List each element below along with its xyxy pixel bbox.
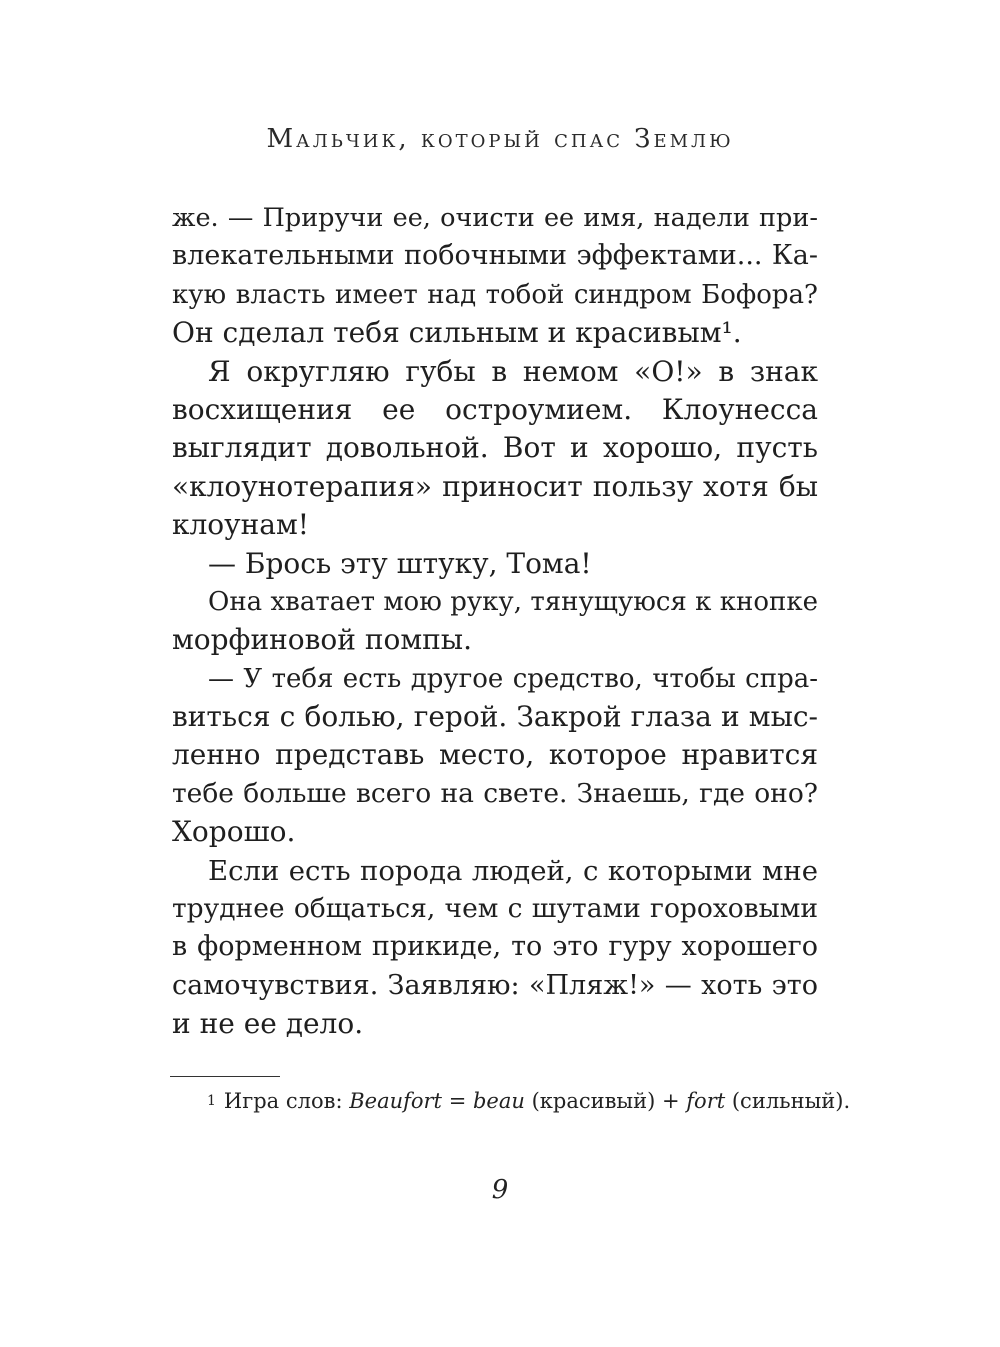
text-line: Если есть порода людей, с которыми мне	[208, 854, 818, 887]
text-line: Она хватает мою руку, тянущуюся к кнопке	[208, 586, 818, 617]
text-line: виться с болью, герой. Закрой глаза и мыс-	[172, 700, 818, 734]
text-line: морфиновой помпы.	[172, 623, 472, 657]
text-line: влекательными побочными эффектами... Ка-	[172, 240, 818, 272]
text-line: труднее общаться, чем с шутами гороховыми	[172, 893, 818, 925]
text-line: «клоунотерапия» приносит пользу хотя бы	[172, 469, 818, 503]
text-line: Я округляю губы в немом «О!» в знак	[208, 354, 818, 388]
footnote-equals: =	[442, 1089, 473, 1113]
text-line: клоунам!	[172, 508, 310, 542]
text-line: — У тебя есть другое средство, чтобы спра-	[208, 663, 818, 694]
footnote-mid: (красивый) +	[524, 1089, 687, 1113]
text-line: — Брось эту штуку, Тома!	[208, 546, 592, 580]
text-line: Он сделал тебя сильным и красивым¹.	[172, 316, 742, 350]
footnote-lead: Игра слов:	[223, 1089, 350, 1113]
text-line: восхищения ее остроумием. Клоунесса	[172, 392, 818, 426]
text-line: выглядит довольной. Вот и хорошо, пусть	[172, 431, 818, 465]
text-line: же. — Приручи ее, очисти ее имя, надели при-	[172, 203, 818, 233]
body-text	[172, 199, 818, 1044]
footnote-tail: (сильный).	[725, 1089, 851, 1113]
footnote-rule	[170, 1076, 280, 1077]
page-number: 9	[491, 1175, 509, 1205]
text-line: и не ее дело.	[172, 1007, 364, 1041]
footnote-word-beaufort: Beaufort	[349, 1089, 443, 1113]
text-line: тебе больше всего на свете. Знаешь, где оно?	[172, 777, 818, 809]
text-line: Хорошо.	[172, 815, 296, 849]
footnote-word-beau: beau	[472, 1089, 525, 1113]
text-line: самочувствия. Заявляю: «Пляж!» — хоть это	[172, 969, 818, 1001]
text-line: кую власть имеет над тобой синдром Бофора?	[172, 279, 818, 310]
text-line: в форменном прикиде, то это гуру хорошего	[172, 931, 818, 963]
running-head: Мальчик, который спас Землю	[266, 124, 734, 154]
footnote	[207, 1087, 850, 1115]
text-line: ленно представь место, которое нравится	[172, 738, 818, 772]
footnote-marker: 1	[207, 1093, 216, 1109]
footnote-word-fort: fort	[686, 1089, 726, 1113]
